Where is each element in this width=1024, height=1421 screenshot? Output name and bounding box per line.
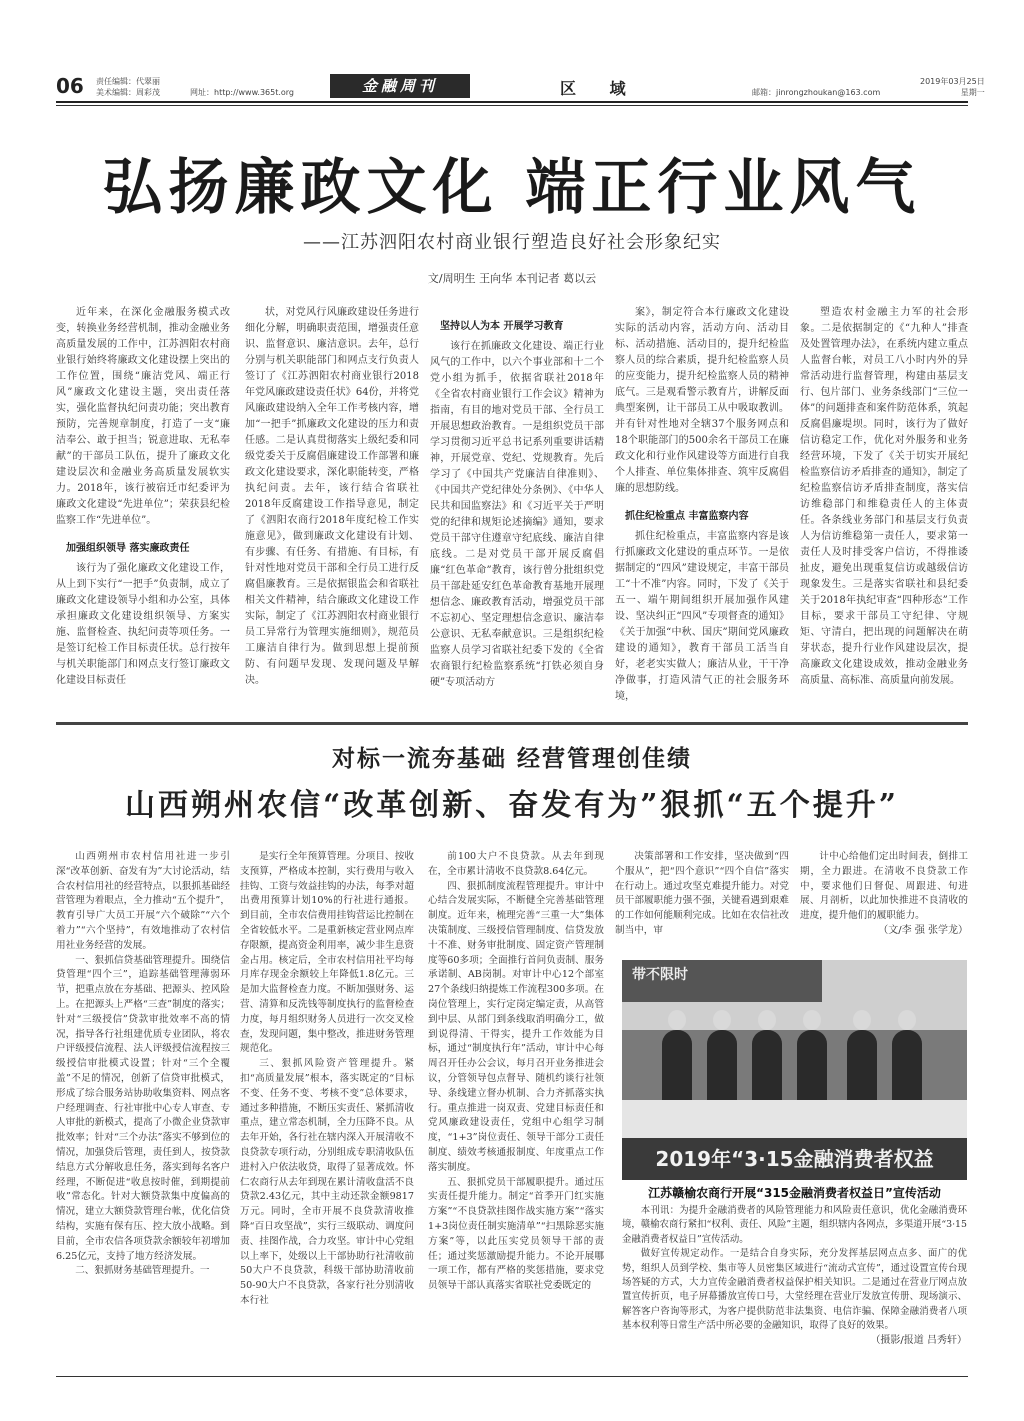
person-figure: [707, 1030, 737, 1110]
paragraph: 塑造农村金融主力军的社会形象。二是依据制定的《“九种人”排查及处置管理办法》，在系统内建立重点人监督台帐，对员工八小时内外的异常活动进行监督管理，构建由基层支行、包片部门、业务条线部门“三位一体”的问题排查和案件防范体系，筑起反腐倡廉堤坝。同时，该行为了做好信访稳定工作，优化对外服务和业务经营环境，下发了《关于切实开展纪检监察信访矛盾排查的通知》，制定了纪检监察信访矛盾排查制度，落实信访维稳部门和维稳责任人的主体责任。各条线业务部门和基层支行负责人为信访维稳第一责任人，要求第一责任人及时排受客户信访，不得推诿扯皮，避免出现重复信访或越级信访现象发生。三是落实省联社和县纪委关于2018年执纪审查“四种形态”工作目标，要求干部员工守纪律、守规矩、守清白，把出现的问题解决在萌芽状态，提升行业作风建设层次，提高廉政文化建设成效，推动金融业务高质量、高标准、高质量向前发展。: [800, 307, 968, 686]
person-figure: [892, 1030, 922, 1110]
article2-column-3: [428, 850, 604, 1370]
paragraph: 五、狠抓党员干部履职提升。通过压实责任提升能力。制定“首季开门红实施方案”“不良贷款挂图作战实施方案”“落实1+3岗位责任制实施清单”“扫黑除恶实施方案”等，以此压实党员领导干部的责任；通过奖惩激励提升能力。不论开展哪一项工作，都有严格的奖惩措施，要求党员领导干部认真落实省联社党委既定的: [428, 1176, 604, 1292]
footer-rule: [56, 1376, 968, 1377]
paragraph: 二、狠抓财务基础管理提升。一: [75, 1265, 210, 1277]
article2-headline: 山西朔州农信“改革创新、奋发有为”狠抓“五个提升”: [124, 788, 900, 823]
photo-feature-signoff: （摄影/报道 吕秀轩）: [870, 1334, 967, 1346]
article2-kicker: 对标一流夯基础 经营管理创佳绩: [331, 745, 692, 772]
person-head: [713, 1010, 731, 1030]
paragraph: 四、狠抓制度流程管理提升。审计中心结合发展实际，不断健全完善基础管理制度。近年来，梳理完善“三重一大”集体决策制度、三级授信管理制度、信贷发放十不准、财务审批制度、固定资产管理制度等60多项；全面推行首问负责制、服务承诺制、AB岗制。对审计中心12个部室27个条线归纳提炼工作流程300多项。在岗位管理上，实行定岗定编定责，从高管到中层、从部门到条线取消明确分工，做到说得清、干得实，提升工作效能为目标，通过“制度执行年”活动，审计中心每周召开任办公会议，每月召开业务推进会议，分管领导包点督导、随机约谈行社领导、条线建立督办机制、合力齐抓落实执行。重点推进一岗双责、党建目标责任和党风廉政建设责任，党组中心组学习制度，“1+3”岗位责任、领导干部分工责任制度、绩效考核通报制度、年度重点工作落实制度。: [428, 880, 604, 1173]
paragraph: 山西朔州市农村信用社进一步引深“改革创新、奋发有为”大讨论活动，结合农村信用社的经营特点，以狠抓基础经营管理为着眼点，全力推动“五个提升”，教育引导广大员工开展“六个破除”“六个着力”“六个坚持”，有效地推动了农村信用社业务经营的发展。: [56, 851, 230, 951]
article1-byline: 文/周明生 王向华 本刊记者 葛以云: [427, 272, 597, 285]
article1-subtitle: ——江苏泗阳农村商业银行塑造良好社会形象纪实: [303, 232, 721, 253]
article1-column-4: [615, 305, 789, 710]
article2-column-4: [615, 850, 789, 950]
article1-column-2: [245, 305, 419, 710]
photo-feature-body: [622, 1204, 967, 1364]
person-figure: [752, 1030, 782, 1110]
page-number: 06: [56, 74, 84, 98]
person-head: [803, 1010, 821, 1030]
editor-line: 责任编辑：代翠丽: [96, 77, 160, 86]
paragraph: 抓住纪检重点，丰富监察内容是该行抓廉政文化建设的重点环节。一是依据制定的“四风”建设规定，丰富干部员工“十不准”内容。同时，下发了《关于五一、端午期间组织开展加强作风建设、坚决纠正“四风”专项督查的通知》《关于加强“中秋、国庆”期间党风廉政建设的通知》，教育干部员工活当自好，老老实实做人；廉洁从业，干干净净做事，打造风清气正的社会服务环境，: [615, 531, 789, 702]
photo-caption: 江苏赣榆农商行开展“315金融消费者权益日”宣传活动: [648, 1186, 941, 1200]
article2-column-1: [56, 850, 230, 1370]
paragraph: 做好宣传规定动作。一是结合自身实际，充分发挥基层网点点多、面广的优势，组织人员到学校、集市等人员密集区域进行“流动式宣传”，通过设置宣传台现场答疑的方式，大力宣传金融消费者权益保护相关知识。二是通过在营业厅网点放置宣传折页，电子屏幕播放宣传口号，大堂经理在营业厅发放宣传册、现场演示、解答客户咨询等形式，为客户提供防范非法集资、电信诈骗、保障金融消费者八项基本权利等日常生产活中所必要的金融知识，取得了良好的效果。: [622, 1248, 967, 1332]
person-figure: [797, 1030, 827, 1110]
person-figure: [847, 1030, 877, 1110]
section-subhead: 抓住纪检重点 丰富监察内容: [625, 511, 749, 522]
article1-headline: 弘扬廉政文化 端正行业风气: [102, 153, 922, 223]
paragraph: 状，对党风行风廉政建设任务进行细化分解，明确职责范围，增强责任意识、监督意识、廉洁意识。去年，总行分别与机关职能部门和网点支行负责人签订了《江苏泗阳农村商业银行2018年党风廉政建设责任状》64份，并将党风廉政建设纳入全年工作考核内容，增加“一把手”抓廉政文化建设的压力和责任感。二是认真贯彻落实上级纪委和同级党委关于反腐倡廉建设工作部署和廉政文化建设要求，深化职能转变，严格执纪问责。去年，该行结合省联社2018年反腐建设工作指导意见，制定了《泗阳农商行2018年度纪检工作实施意见》，做到廉政文化建设有计划、有步骤、有任务、有措施、有目标，有针对性地对党员干部和全行员工进行反腐倡廉教育。三是依据银监会和省联社相关文件精神，结合廉政文化建设工作实际，制定了《江苏泗阳农村商业银行员工异常行为管理实施细则》，规范员工廉洁自律行为。做到思想上提前预防、有问题早发现、发现问题及早解决。: [245, 307, 419, 686]
person-head: [853, 1010, 871, 1030]
paragraph: 该行为了强化廉政文化建设工作，从上到下实行“一把手”负责制，成立了廉政文化建设领导小组和办公室，具体承担廉政文化建设组织领导、方案实施、监督检查、执纪问责等项任务。一是签订纪检工作目标责任状。总行按年与机关职能部门和网点支行签订廉政文化建设目标责任: [56, 563, 230, 686]
article1-column-1: [56, 305, 230, 710]
person-head: [668, 1010, 686, 1030]
section-title: 区 域: [560, 79, 640, 98]
person-figure: [662, 1030, 692, 1110]
weekday: 星期一: [960, 88, 985, 97]
promo-table: [622, 1100, 967, 1140]
paragraph: 案》，制定符合本行廉政文化建设实际的活动内容，活动方向、活动目标、活动措施、活动目的，提升纪检监察人员的综合素质，提升纪检监察人员的应变能力，提升纪检监察人员的精神底气。三是观看警示教育片，讲解反面典型案例，让干部员工从中吸取教训。并有针对性地对全辖37个服务网点和18个职能部门的500余名干部员工在廉政文化和行业作风建设等方面进行自我个人排查、单位集体排查、筑牢反腐倡廉的思想防线。: [615, 307, 789, 494]
section-divider: [56, 722, 968, 725]
header-rule: [56, 101, 968, 103]
paragraph: 本刊讯：为提升金融消费者的风险管理能力和风险责任意识，优化金融消费环境，赣榆农商行紧扣“权利、责任、风险”主题，组织辖内各网点，多渠道开展“3·15金融消费者权益日”宣传活动。: [622, 1205, 967, 1245]
tent-sign: 带不限时: [622, 960, 822, 1002]
article2-signoff: （文/李 强 张学龙）: [878, 924, 968, 936]
paragraph: 计中心给他们定出时间表，倒排工期，全力跟进。在清收不良贷款工作中，要求他们日督促、周跟进、旬进展、月剖析，以此加快推进不良清收的进度，提升他们的履职能力。: [800, 851, 968, 922]
header-rule-thin: [56, 105, 968, 106]
issue-date: [920, 76, 985, 98]
editor-credits: [96, 76, 160, 98]
paragraph: 是实行全年预算管理。分项目、按收支预算，严格成本控制，实行费用与收入挂钩、工资与效益挂钩的办法，每季对超出费用预算计划10%的行社进行通报。到目前，全市农信费用挂钩营运比控制在全省较低水平。二是重新核定营业网点库存限额，提高资金利用率，减少非生息资金占用。核定后，全市农村信用社平均每月库存现金余额较上年降低1.8亿元。三是加大监督检查力度。不断加强财务、运营、清算和反洗钱等制度执行的监督检查力度，每月组织财务人员进行一次交叉检查，发现问题，集中整改，推进财务管理规范化。: [240, 851, 414, 1055]
paragraph: 前100大户不良贷款。从去年到现在，全市累计清收不良贷款8.64亿元。: [428, 851, 604, 877]
event-banner: 2019年“3·15金融消费者权益: [622, 1138, 967, 1180]
art-editor-line: 美术编辑：周彩茂: [96, 88, 160, 97]
person-head: [898, 1010, 916, 1030]
paragraph: 一、狠抓信贷基础管理提升。围绕信贷管理“四个三”，追踪基础管理薄弱环节，把重点放在夯基础、把源头、控风险上。在把源头上严格“三查”制度的落实；针对“三级授信”贷款审批效率不高的情况，指导各行社组建优质专业团队，将农户评级授信流程、法人评级授信流程按三级授信审批模式设置；针对“三个全覆盖”不足的情况，创新了信贷审批模式，形成了综合服务站协助收集资料、网点客户经理调查、行社审批中心专人审查、专人审批的新模式，提高了小微企业贷款审批效率；针对“三个办法”落实不够到位的情况，加强贷后管理，责任到人，按贷款结息方式分解收息任务，落实到每名客户经理，不断促进“收息按时催，到期提前收”常态化。针对大额贷款集中度偏高的情况，建立大额贷款管理台帐，优化信贷结构，实施有保有压、控大放小战略。到目前，全市农信各项贷款余额较年初增加6.25亿元，支持了地方经济发展。: [56, 954, 230, 1262]
article2-column-2: [240, 850, 414, 1370]
paragraph: 决策部署和工作安排，坚决做到“四个服从”，把“四个意识”“四个自信”落实在行动上。通过攻坚克难提升能力。对党员干部履职能力强不强，关键看遇到艰难的工作如何能顺利完成。比如在农信社改制当中，审: [615, 851, 789, 936]
website: 网址：http://www.365t.org: [190, 88, 295, 97]
date: 2019年03月25日: [920, 77, 985, 86]
paragraph: 近年来，在深化金融服务模式改变，转换业务经营机制，推动金融业务高质量发展的工作中，江苏泗阳农村商业银行始终将廉政文化建设摆上突出的工作位置，围绕“廉洁党风、端正行风”廉政文化建设主题，突出责任落实，强化监督执纪问责功能；突出教育预防，完善规章制度，打造了一支“廉洁奉公、敢于担当；锐意进取、无私奉献”的干部员工队伍，提升了廉政文化建设层次和金融业务高质量发展软实力。2018年，该行被宿迁市纪委评为廉政文化建设“先进单位”；荣获县纪检监察工作“先进单位”。: [56, 307, 230, 526]
article1-column-3: [430, 305, 604, 710]
email: 邮箱：jinrongzhoukan@163.com: [752, 88, 881, 97]
article1-column-5: [800, 305, 968, 710]
section-subhead: 加强组织领导 落实廉政责任: [66, 543, 190, 554]
masthead-brand: 金融周刊: [330, 74, 470, 98]
paragraph: 该行在抓廉政文化建设、端正行业风气的工作中，以六个事业部和十二个党小组为抓手，依据省联社2018年《全省农村商业银行工作会议》精神为指南，有目的地对党员干部、全行员工开展思想政治教育。一是组织党员干部学习贯彻习近平总书记系列重要讲话精神，开展党章、党纪、党规教育。先后学习了《中国共产党廉洁自律准则》、《中国共产党纪律处分条例》、《中华人民共和国监察法》和《习近平关于严明党的纪律和规矩论述摘编》通知，要求党员干部守住遵章守纪底线、廉洁自律底线。二是对党员干部开展反腐倡廉“红色革命”教育，该行曾分批组织党员干部赴延安红色革命教育基地开展理想信念、廉政教育活动，增强党员干部不忘初心、坚定理想信念意识、廉洁奉公意识、无私奉献意识。三是组织纪检监察人员学习省联社纪委下发的《全省农商银行纪检监察系统“打铁必须自身硬”专项活动方: [430, 341, 604, 688]
section-subhead: 坚持以人为本 开展学习教育: [440, 321, 564, 332]
event-photo: [622, 960, 967, 1180]
article2-column-5: [800, 850, 968, 950]
paragraph: 三、狠抓风险资产管理提升。紧扣“高质量发展”根本，落实既定的“目标不变、任务不变、考核不变”总体要求，通过多种措施，不断压实责任、紧抓清收重点，建立常态机制，全力压降不良。从去年开始，各行社在辖内深入开展清收不良贷款专项行动，分别组成专职清收队伍进村入户依法收贷，取得了显著成效。怀仁农商行从去年到现在累计清收盘活不良贷款2.43亿元，其中主动还款金额9817万元。同时，全市开展不良贷款清收推降“百日攻坚战”，实行三级联动、调度问责、挂图作战，合力攻坚。审计中心党组以上率下，处级以上干部协助行社清收前50大户不良贷款，科级干部协助清收前50-90大户不良贷款，各家行社分别清收本行社: [240, 1058, 414, 1306]
person-head: [758, 1010, 776, 1030]
